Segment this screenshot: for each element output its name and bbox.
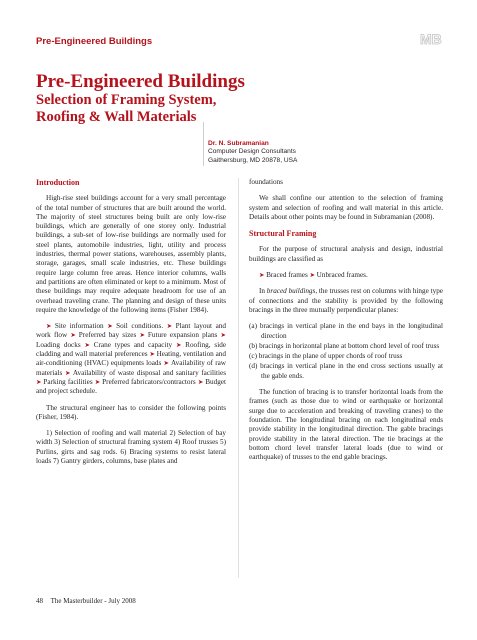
article-title: Pre-Engineered Buildings xyxy=(36,71,245,92)
confine-paragraph: We shall confine our attention to the selection of framing system and selection of roofing and wall material in this article. Details about other points may be found in Subramanian (2008). xyxy=(249,194,443,221)
author-block xyxy=(208,140,297,165)
arrow-icon: ➤ xyxy=(84,341,94,349)
arrow-icon: ➤ xyxy=(259,272,267,280)
intro-heading: Introduction xyxy=(36,178,80,187)
article-subtitle-line2: Roofing & Wall Materials xyxy=(36,109,197,125)
requirement-item: Parking facilities xyxy=(43,377,95,386)
right-column xyxy=(249,178,443,469)
frame-type-item: Unbraced frames. xyxy=(316,271,368,280)
points-intro: The structural engineer has to consider the following points (Fisher, 1984). xyxy=(36,403,226,421)
arrow-icon: ➤ xyxy=(175,341,186,349)
arrow-icon: ➤ xyxy=(220,332,226,340)
left-column xyxy=(36,178,226,473)
braced-paragraph xyxy=(249,287,443,315)
frame-types xyxy=(249,271,443,280)
points-text: 1) Selection of roofing and wall material 2) Selection of bay width 3) Selection of structural framing system 4) Roof trusses 5) Purlins, girts and sag rods. 6) Bracing systems to resist lateral loads 7) Gantry girders, columns, base plates and xyxy=(36,429,226,466)
arrow-icon: ➤ xyxy=(94,378,103,386)
section-title: Pre-Engineered Buildings xyxy=(36,36,153,47)
arrow-icon: ➤ xyxy=(64,369,73,377)
arrow-icon: ➤ xyxy=(46,323,55,331)
arrow-icon: ➤ xyxy=(70,332,79,340)
requirement-item: Preferred bay sizes xyxy=(78,331,140,340)
arrow-icon: ➤ xyxy=(36,378,44,386)
arrow-icon: ➤ xyxy=(197,378,206,386)
requirement-item: Heating, ventilation and air-conditioning (HVAC) equipments loads xyxy=(36,350,226,368)
continued-word: foundations xyxy=(249,178,283,186)
requirement-item: Future expansion plans xyxy=(147,331,221,340)
author-org: Computer Design Consultants xyxy=(208,148,296,156)
requirement-item: Plant layout and work flow xyxy=(36,322,227,340)
braced-em: braced buildings, xyxy=(266,287,318,296)
braced-lead: In xyxy=(259,287,267,296)
article-subtitle-line1: Selection of Framing System, xyxy=(36,92,217,108)
framing-paragraph: For the purpose of structural analysis and design, industrial buildings are classified as xyxy=(249,245,443,263)
bracing-item: (a) bracings in vertical plane in the end bays in the longitudinal direction xyxy=(249,322,443,340)
intro-paragraph: High-rise steel buildings account for a very small percentage of the total number of structures that are built around the world. The majority of steel structures being built are only low-rise buildings, which are generally of one storey only. Industrial buildings, a sub-set of low-rise buildings are normally used for steel plants, automobile industries, light, utility and process industries, thermal power stations, warehouses, assembly plants, storage, garages, small scale industries, etc. These buildings require large column free areas. Hence interior columns, walls and partitions are often eliminated or kept to a minimum. Most of these buildings may require adequate headroom for use of an overhead traveling crane. The planning and design of these units require the knowledge of the following items (Fisher 1984). xyxy=(36,194,226,314)
page-footer xyxy=(36,597,136,605)
requirement-item: Preferred fabricators/contractors xyxy=(102,377,198,386)
requirement-item: Availability of raw materials xyxy=(36,359,226,377)
requirement-item: Roofing, side cladding and wall material preferences xyxy=(36,340,227,359)
arrow-icon: ➤ xyxy=(107,323,117,331)
requirement-item: Availability of waste disposal and sanitary facilities xyxy=(72,368,227,377)
arrow-icon: ➤ xyxy=(166,323,176,331)
author-name: Dr. N. Subramanian xyxy=(208,140,269,147)
arrow-icon: ➤ xyxy=(163,360,172,368)
article-title-block xyxy=(36,71,296,126)
requirement-item: Budget and project schedule. xyxy=(36,377,226,396)
author-location: Gaithersburg, MD 20878, USA xyxy=(208,156,298,164)
page-number: 48 xyxy=(36,597,43,605)
magazine-logo: MB xyxy=(420,31,442,47)
bracing-item: (d) bracings in vertical plane in the end cross sections usually at the gable ends. xyxy=(249,362,443,380)
function-paragraph: The function of bracing is to transfer horizontal loads from the frames (such as those due to wind or earthquake or horizontal surge due to acceleration and breaking of traveling cranes) to the foundation. The longitudinal bracing on each longitudinal ends provide stability in the longitudinal direction. The gable bracings provide stability in the lateral direction. The tie bracings at the bottom chord level transfer lateral loads (due to wind or earthquake) of trusses to the end gable bracings. xyxy=(249,388,443,462)
arrow-icon: ➤ xyxy=(139,332,148,340)
publication-name: The Masterbuilder - July 2008 xyxy=(50,597,136,605)
arrow-icon: ➤ xyxy=(149,351,157,359)
requirement-item: Loading docks xyxy=(36,340,85,349)
requirement-item: Crane types and capacity xyxy=(93,340,176,349)
bracings-list xyxy=(249,322,443,381)
requirements-list xyxy=(36,322,226,396)
title-divider xyxy=(203,122,204,166)
braced-rest: the trusses rest on columns with hinge type of connections and the stability is provided by the following bracings in the three mutually perpendicular planes: xyxy=(249,287,443,314)
framing-heading: Structural Framing xyxy=(249,229,317,239)
frame-type-item: Braced frames xyxy=(266,271,310,280)
requirement-item: Soil conditions. xyxy=(116,322,167,331)
bracing-item: (b) bracings in horizontal plane at bottom chord level of roof truss xyxy=(249,341,440,350)
requirement-item: Site information xyxy=(54,322,108,331)
arrow-icon: ➤ xyxy=(309,272,317,280)
bracing-item: (c) bracings in the plane of upper chords of roof truss xyxy=(249,352,403,361)
column-divider xyxy=(238,178,239,578)
